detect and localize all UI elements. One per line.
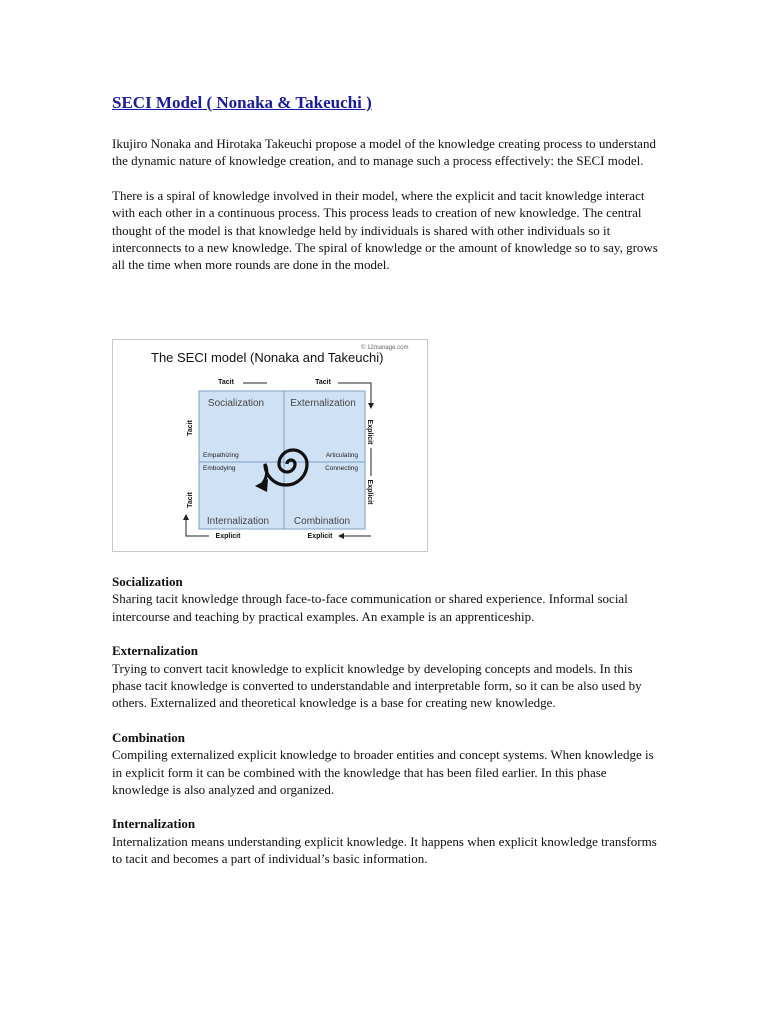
document-page	[112, 92, 660, 867]
bottom-left-line	[186, 533, 209, 536]
top-label-right: Tacit	[315, 379, 331, 386]
inner-label-embodying: Embodying	[203, 465, 236, 472]
intro-paragraph-2: There is a spiral of knowledge involved in their model, where the explicit and tacit knowledge interact with each other in a continuous process. This process leads to creation of new knowledge. The central thought of the model is that knowledge held by individuals is shared with other individuals so it interconnects to a new knowledge. The spiral of knowledge or the amount of knowledge so to say, grows all the time when more rounds are done in the model.	[112, 187, 658, 273]
section-socialization	[112, 573, 660, 625]
section-heading: Socialization	[112, 574, 183, 589]
quadrant-label-internalization: Internalization	[206, 516, 270, 527]
section-combination	[112, 729, 660, 799]
seci-diagram	[113, 340, 427, 551]
right-label-top: Explicit	[366, 419, 373, 445]
quadrant-label-combination: Combination	[293, 516, 351, 527]
section-internalization	[112, 815, 660, 867]
section-text: Sharing tacit knowledge through face-to-face communication or shared experience. Informal social intercourse and teaching by practical examples. An example is an apprenticeship.	[112, 591, 628, 624]
figure-title: The SECI model (Nonaka and Takeuchi)	[151, 350, 384, 365]
left-label-bottom: Tacit	[187, 492, 194, 508]
section-text: Internalization means understanding explicit knowledge. It happens when explicit knowledge transforms to tacit and becomes a part of individual’s basic information.	[112, 833, 657, 867]
section-text: Compiling externalized explicit knowledge to broader entities and concept systems. When knowledge is in explicit form it can be combined with the knowledge that has been filed earlier. In this phase knowledge is also analyzed and organized.	[112, 747, 654, 798]
quadrant-label-externalization: Externalization	[290, 398, 356, 409]
section-heading: Internalization	[112, 816, 196, 832]
section-text: Trying to convert tacit knowledge to explicit knowledge by developing concepts and models. In this phase tacit knowledge is converted to understandable and interpretable form, so it can be also used by others. Externalized and theoretical knowledge is a base for creating new knowledge.	[112, 660, 642, 711]
seci-model-figure	[112, 339, 428, 552]
section-heading: Externalization	[112, 643, 198, 659]
section-externalization	[112, 642, 660, 712]
inner-label-articulating: Articulating	[325, 452, 358, 459]
sections-list	[112, 573, 660, 885]
right-label-bottom: Explicit	[366, 479, 373, 505]
intro-paragraph-1: Ikujiro Nonaka and Hirotaka Takeuchi propose a model of the knowledge creating process to understand the dynamic nature of knowledge creation, and to manage such a process effectively: the SECI model.	[112, 136, 656, 169]
inner-label-connecting: Connecting	[325, 465, 358, 472]
inner-label-empathizing: Empathizing	[203, 452, 239, 459]
bottom-label-left: Explicit	[215, 533, 241, 540]
quadrant-label-socialization: Socialization	[207, 398, 265, 409]
left-label-top: Tacit	[187, 420, 194, 436]
bottom-label-right: Explicit	[307, 533, 333, 540]
page-title[interactable]: SECI Model ( Nonaka & Takeuchi )	[112, 93, 372, 112]
section-heading: Combination	[112, 729, 185, 745]
top-label-left: Tacit	[218, 379, 234, 386]
figure-credit: © 12manage.com	[361, 345, 409, 351]
